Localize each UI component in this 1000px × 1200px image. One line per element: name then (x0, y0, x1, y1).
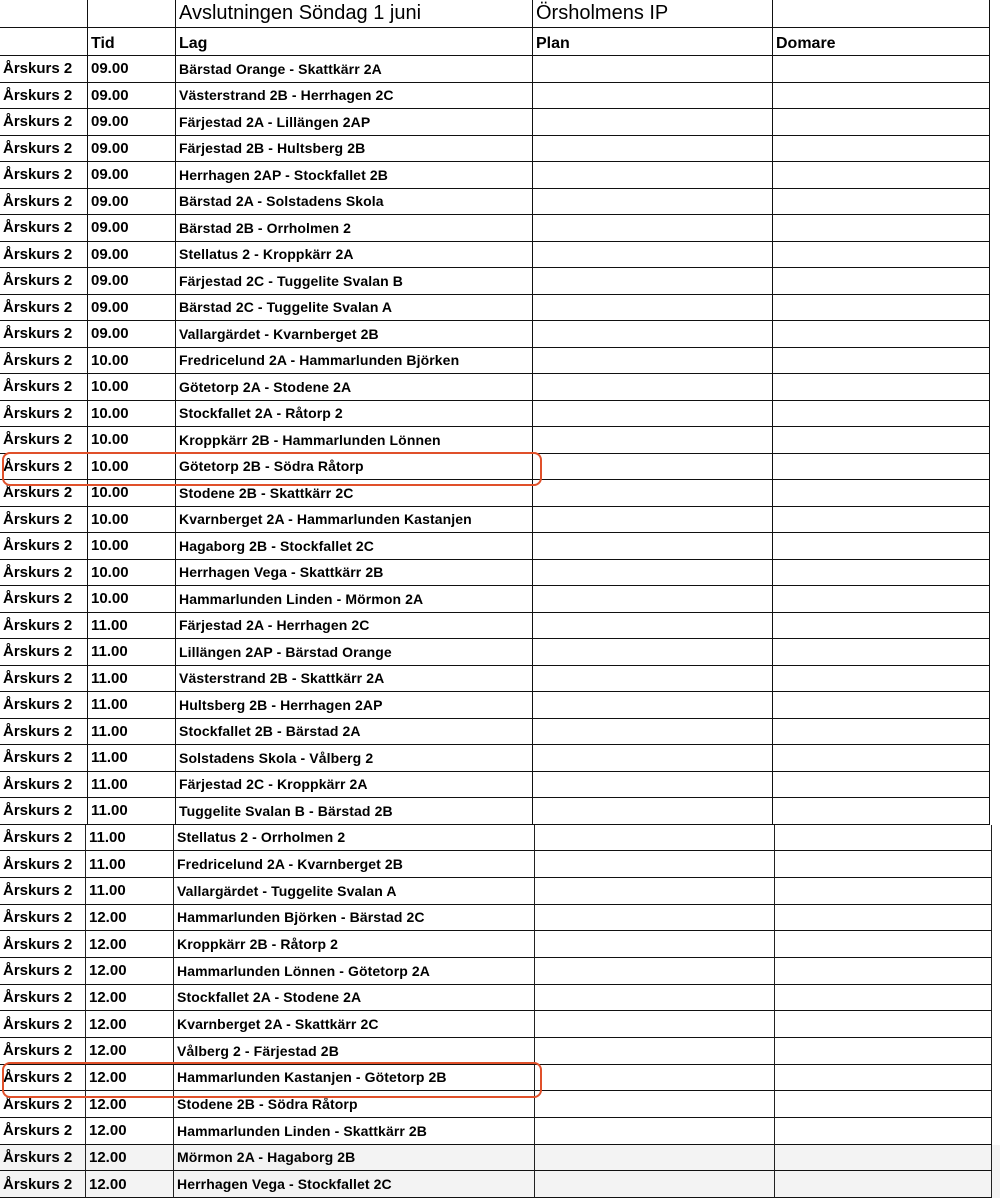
cell-domare[interactable] (773, 692, 990, 719)
cell-time[interactable]: 12.00 (86, 1118, 174, 1145)
event-title[interactable]: Avslutningen Söndag 1 juni (176, 0, 533, 28)
cell-time[interactable]: 11.00 (88, 798, 176, 825)
cell-time[interactable]: 09.00 (88, 242, 176, 269)
cell-time[interactable]: 10.00 (88, 374, 176, 401)
cell-lag[interactable]: Stodene 2B - Södra Råtorp (174, 1091, 535, 1118)
table-row (0, 772, 1000, 799)
table-row (0, 560, 1000, 587)
cell-plan[interactable] (533, 215, 773, 242)
cell-lag[interactable]: Hammarlunden Linden - Skattkärr 2B (174, 1118, 535, 1145)
cell-plan[interactable] (535, 878, 775, 905)
cell-time[interactable]: 11.00 (88, 745, 176, 772)
cell-grade[interactable]: Årskurs 2 (0, 480, 88, 507)
cell-grade[interactable]: Årskurs 2 (0, 958, 86, 985)
cell-domare[interactable] (773, 348, 990, 375)
cell-domare[interactable] (773, 507, 990, 534)
cell-domare[interactable] (775, 985, 992, 1012)
cell-lag[interactable]: Färjestad 2B - Hultsberg 2B (176, 136, 533, 163)
cell-time[interactable]: 10.00 (88, 427, 176, 454)
cell-lag[interactable]: Bärstad Orange - Skattkärr 2A (176, 56, 533, 83)
table-row (0, 295, 1000, 322)
header-time[interactable]: Tid (88, 28, 176, 56)
cell-time[interactable]: 11.00 (88, 639, 176, 666)
cell-time[interactable]: 09.00 (88, 136, 176, 163)
cell-plan[interactable] (533, 745, 773, 772)
cell-grade[interactable]: Årskurs 2 (0, 242, 88, 269)
table-row (0, 321, 1000, 348)
table-row (0, 268, 1000, 295)
cell-lag[interactable]: Stodene 2B - Skattkärr 2C (176, 480, 533, 507)
cell-plan[interactable] (533, 348, 773, 375)
cell-domare[interactable] (773, 533, 990, 560)
cell-lag[interactable]: Fredricelund 2A - Kvarnberget 2B (174, 851, 535, 878)
cell-plan[interactable] (533, 109, 773, 136)
table-row (0, 905, 1000, 932)
cell-domare[interactable] (773, 374, 990, 401)
cell-domare[interactable] (773, 136, 990, 163)
cell-plan[interactable] (533, 692, 773, 719)
cell-domare[interactable] (773, 215, 990, 242)
cell-plan[interactable] (535, 958, 775, 985)
cell-domare[interactable] (775, 851, 992, 878)
cell-grade[interactable]: Årskurs 2 (0, 825, 86, 852)
cell-grade[interactable]: Årskurs 2 (0, 109, 88, 136)
table-row (0, 1118, 1000, 1145)
cell-lag[interactable]: Götetorp 2B - Södra Råtorp (176, 454, 533, 481)
cell-time[interactable]: 10.00 (88, 480, 176, 507)
cell-grade[interactable]: Årskurs 2 (0, 851, 86, 878)
cell-time[interactable]: 11.00 (88, 719, 176, 746)
cell-lag[interactable]: Herrhagen Vega - Stockfallet 2C (174, 1171, 535, 1198)
cell-time[interactable]: 10.00 (88, 454, 176, 481)
cell-plan[interactable] (533, 56, 773, 83)
cell-grade[interactable]: Årskurs 2 (0, 56, 88, 83)
cell-time[interactable]: 09.00 (88, 215, 176, 242)
table-row (0, 507, 1000, 534)
table-row (0, 825, 1000, 852)
table-row (0, 1091, 1000, 1118)
cell-grade[interactable]: Årskurs 2 (0, 613, 88, 640)
cell-time[interactable]: 12.00 (86, 1038, 174, 1065)
cell-domare[interactable] (773, 321, 990, 348)
cell-time[interactable]: 11.00 (88, 692, 176, 719)
table-row (0, 1011, 1000, 1038)
cell-plan[interactable] (535, 1011, 775, 1038)
table-row (0, 162, 1000, 189)
cell-grade[interactable]: Årskurs 2 (0, 189, 88, 216)
cell-domare[interactable] (775, 878, 992, 905)
cell-plan[interactable] (535, 905, 775, 932)
cell-grade[interactable]: Årskurs 2 (0, 454, 88, 481)
cell-lag[interactable]: Bärstad 2C - Tuggelite Svalan A (176, 295, 533, 322)
cell-grade[interactable]: Årskurs 2 (0, 295, 88, 322)
table-row (0, 851, 1000, 878)
cell-lag[interactable]: Bärstad 2B - Orrholmen 2 (176, 215, 533, 242)
cell-plan[interactable] (535, 1145, 775, 1172)
cell-time[interactable]: 10.00 (88, 560, 176, 587)
cell-plan[interactable] (533, 427, 773, 454)
cell-domare[interactable] (773, 109, 990, 136)
cell-plan[interactable] (533, 480, 773, 507)
cell-plan[interactable] (533, 719, 773, 746)
cell-lag[interactable]: Vallargärdet - Tuggelite Svalan A (174, 878, 535, 905)
table-row (0, 109, 1000, 136)
cell-plan[interactable] (533, 83, 773, 110)
header-grade[interactable] (0, 28, 88, 56)
cell-plan[interactable] (533, 189, 773, 216)
cell-lag[interactable]: Solstadens Skola - Vålberg 2 (176, 745, 533, 772)
cell-lag[interactable]: Tuggelite Svalan B - Bärstad 2B (176, 798, 533, 825)
cell-lag[interactable]: Götetorp 2A - Stodene 2A (176, 374, 533, 401)
table-row (0, 215, 1000, 242)
cell-plan[interactable] (533, 374, 773, 401)
cell-lag[interactable]: Stellatus 2 - Orrholmen 2 (174, 825, 535, 852)
cell-domare[interactable] (775, 825, 992, 852)
cell-time[interactable]: 09.00 (88, 56, 176, 83)
cell-time[interactable]: 09.00 (88, 268, 176, 295)
cell-grade[interactable]: Årskurs 2 (0, 374, 88, 401)
title-blank-grade[interactable] (0, 0, 88, 28)
cell-lag[interactable]: Västerstrand 2B - Herrhagen 2C (176, 83, 533, 110)
cell-grade[interactable]: Årskurs 2 (0, 83, 88, 110)
cell-grade[interactable]: Årskurs 2 (0, 745, 88, 772)
cell-plan[interactable] (533, 454, 773, 481)
table-row (0, 586, 1000, 613)
cell-grade[interactable]: Årskurs 2 (0, 878, 86, 905)
title-blank-domare[interactable] (773, 0, 990, 28)
cell-grade[interactable]: Årskurs 2 (0, 401, 88, 428)
cell-lag[interactable]: Hultsberg 2B - Herrhagen 2AP (176, 692, 533, 719)
cell-plan[interactable] (535, 1118, 775, 1145)
table-row (0, 798, 1000, 825)
cell-time[interactable]: 09.00 (88, 83, 176, 110)
header-plan[interactable]: Plan (533, 28, 773, 56)
cell-lag[interactable]: Stockfallet 2B - Bärstad 2A (176, 719, 533, 746)
cell-grade[interactable]: Årskurs 2 (0, 692, 88, 719)
cell-lag[interactable]: Kvarnberget 2A - Skattkärr 2C (174, 1011, 535, 1038)
cell-time[interactable]: 10.00 (88, 401, 176, 428)
table-row (0, 985, 1000, 1012)
title-blank-time[interactable] (88, 0, 176, 28)
cell-plan[interactable] (535, 825, 775, 852)
cell-plan[interactable] (533, 268, 773, 295)
cell-grade[interactable]: Årskurs 2 (0, 507, 88, 534)
cell-domare[interactable] (775, 1065, 992, 1092)
cell-domare[interactable] (773, 560, 990, 587)
cell-time[interactable]: 12.00 (86, 931, 174, 958)
cell-time[interactable]: 12.00 (86, 1171, 174, 1198)
cell-time[interactable]: 09.00 (88, 321, 176, 348)
cell-domare[interactable] (773, 295, 990, 322)
cell-lag[interactable]: Lillängen 2AP - Bärstad Orange (176, 639, 533, 666)
cell-plan[interactable] (535, 1171, 775, 1198)
table-row (0, 480, 1000, 507)
cell-plan[interactable] (533, 242, 773, 269)
cell-time[interactable]: 11.00 (88, 666, 176, 693)
cell-lag[interactable]: Västerstrand 2B - Skattkärr 2A (176, 666, 533, 693)
cell-time[interactable]: 12.00 (86, 905, 174, 932)
table-row (0, 666, 1000, 693)
cell-lag[interactable]: Stockfallet 2A - Stodene 2A (174, 985, 535, 1012)
cell-grade[interactable]: Årskurs 2 (0, 1171, 86, 1198)
cell-domare[interactable] (775, 1118, 992, 1145)
cell-grade[interactable]: Årskurs 2 (0, 136, 88, 163)
cell-time[interactable]: 09.00 (88, 189, 176, 216)
cell-lag[interactable]: Herrhagen Vega - Skattkärr 2B (176, 560, 533, 587)
cell-plan[interactable] (535, 1091, 775, 1118)
cell-grade[interactable]: Årskurs 2 (0, 560, 88, 587)
cell-domare[interactable] (773, 162, 990, 189)
cell-lag[interactable]: Fredricelund 2A - Hammarlunden Björken (176, 348, 533, 375)
cell-grade[interactable]: Årskurs 2 (0, 772, 88, 799)
table-row (0, 427, 1000, 454)
cell-domare[interactable] (775, 1011, 992, 1038)
cell-plan[interactable] (533, 401, 773, 428)
cell-grade[interactable]: Årskurs 2 (0, 666, 88, 693)
cell-grade[interactable]: Årskurs 2 (0, 905, 86, 932)
cell-plan[interactable] (533, 560, 773, 587)
cell-grade[interactable]: Årskurs 2 (0, 1118, 86, 1145)
cell-domare[interactable] (773, 772, 990, 799)
cell-time[interactable]: 10.00 (88, 348, 176, 375)
cell-lag[interactable]: Färjestad 2C - Kroppkärr 2A (176, 772, 533, 799)
cell-plan[interactable] (533, 136, 773, 163)
table-row (0, 745, 1000, 772)
cell-grade[interactable]: Årskurs 2 (0, 215, 88, 242)
cell-grade[interactable]: Årskurs 2 (0, 348, 88, 375)
cell-grade[interactable]: Årskurs 2 (0, 931, 86, 958)
cell-lag[interactable]: Hammarlunden Kastanjen - Götetorp 2B (174, 1065, 535, 1092)
cell-domare[interactable] (775, 1091, 992, 1118)
cell-domare[interactable] (773, 719, 990, 746)
cell-domare[interactable] (773, 427, 990, 454)
cell-grade[interactable]: Årskurs 2 (0, 427, 88, 454)
cell-lag[interactable]: Hagaborg 2B - Stockfallet 2C (176, 533, 533, 560)
cell-plan[interactable] (535, 931, 775, 958)
cell-time[interactable]: 12.00 (86, 985, 174, 1012)
table-row (0, 533, 1000, 560)
table-row (0, 692, 1000, 719)
cell-time[interactable]: 12.00 (86, 958, 174, 985)
table-row (0, 1065, 1000, 1092)
cell-plan[interactable] (535, 851, 775, 878)
cell-domare[interactable] (773, 480, 990, 507)
cell-time[interactable]: 09.00 (88, 162, 176, 189)
cell-domare[interactable] (775, 1171, 992, 1198)
table-row (0, 719, 1000, 746)
cell-time[interactable]: 11.00 (86, 851, 174, 878)
table-row (0, 931, 1000, 958)
cell-domare[interactable] (773, 613, 990, 640)
cell-lag[interactable]: Stockfallet 2A - Råtorp 2 (176, 401, 533, 428)
table-row (0, 83, 1000, 110)
cell-domare[interactable] (775, 1038, 992, 1065)
header-domare[interactable]: Domare (773, 28, 990, 56)
cell-domare[interactable] (773, 586, 990, 613)
cell-lag[interactable]: Bärstad 2A - Solstadens Skola (176, 189, 533, 216)
cell-time[interactable]: 11.00 (88, 772, 176, 799)
cell-grade[interactable]: Årskurs 2 (0, 268, 88, 295)
cell-plan[interactable] (533, 798, 773, 825)
cell-plan[interactable] (533, 162, 773, 189)
header-lag[interactable]: Lag (176, 28, 533, 56)
cell-grade[interactable]: Årskurs 2 (0, 1065, 86, 1092)
cell-grade[interactable]: Årskurs 2 (0, 162, 88, 189)
cell-grade[interactable]: Årskurs 2 (0, 321, 88, 348)
cell-plan[interactable] (533, 507, 773, 534)
cell-lag[interactable]: Hammarlunden Linden - Mörmon 2A (176, 586, 533, 613)
cell-domare[interactable] (773, 666, 990, 693)
cell-lag[interactable]: Vallargärdet - Kvarnberget 2B (176, 321, 533, 348)
header-row (0, 28, 1000, 56)
cell-domare[interactable] (773, 454, 990, 481)
cell-grade[interactable]: Årskurs 2 (0, 798, 88, 825)
table-row (0, 878, 1000, 905)
cell-time[interactable]: 10.00 (88, 533, 176, 560)
cell-plan[interactable] (535, 985, 775, 1012)
table-row (0, 136, 1000, 163)
title-row (0, 0, 1000, 28)
cell-domare[interactable] (773, 745, 990, 772)
cell-lag[interactable]: Kroppkärr 2B - Hammarlunden Lönnen (176, 427, 533, 454)
cell-lag[interactable]: Herrhagen 2AP - Stockfallet 2B (176, 162, 533, 189)
cell-plan[interactable] (533, 533, 773, 560)
table-row (0, 958, 1000, 985)
cell-grade[interactable]: Årskurs 2 (0, 586, 88, 613)
table-row (0, 613, 1000, 640)
cell-plan[interactable] (533, 613, 773, 640)
cell-lag[interactable]: Vålberg 2 - Färjestad 2B (174, 1038, 535, 1065)
cell-lag[interactable]: Mörmon 2A - Hagaborg 2B (174, 1145, 535, 1172)
table-row (0, 56, 1000, 83)
cell-grade[interactable]: Årskurs 2 (0, 1011, 86, 1038)
cell-time[interactable]: 12.00 (86, 1011, 174, 1038)
cell-time[interactable]: 09.00 (88, 295, 176, 322)
cell-grade[interactable]: Årskurs 2 (0, 1145, 86, 1172)
cell-domare[interactable] (773, 639, 990, 666)
cell-lag[interactable]: Färjestad 2A - Herrhagen 2C (176, 613, 533, 640)
table-row (0, 1145, 1000, 1172)
cell-grade[interactable]: Årskurs 2 (0, 533, 88, 560)
venue-title[interactable]: Örsholmens IP (533, 0, 773, 28)
cell-domare[interactable] (775, 1145, 992, 1172)
table-row (0, 348, 1000, 375)
cell-lag[interactable]: Hammarlunden Björken - Bärstad 2C (174, 905, 535, 932)
table-row (0, 1171, 1000, 1198)
cell-domare[interactable] (773, 83, 990, 110)
cell-domare[interactable] (773, 189, 990, 216)
table-row (0, 242, 1000, 269)
cell-time[interactable]: 12.00 (86, 1145, 174, 1172)
table-row (0, 639, 1000, 666)
cell-plan[interactable] (533, 295, 773, 322)
cell-time[interactable]: 11.00 (88, 613, 176, 640)
cell-grade[interactable]: Årskurs 2 (0, 1038, 86, 1065)
cell-domare[interactable] (773, 798, 990, 825)
cell-lag[interactable]: Stellatus 2 - Kroppkärr 2A (176, 242, 533, 269)
cell-time[interactable]: 11.00 (86, 825, 174, 852)
cell-time[interactable]: 11.00 (86, 878, 174, 905)
cell-domare[interactable] (773, 401, 990, 428)
cell-plan[interactable] (533, 666, 773, 693)
cell-plan[interactable] (533, 639, 773, 666)
cell-time[interactable]: 12.00 (86, 1065, 174, 1092)
cell-grade[interactable]: Årskurs 2 (0, 985, 86, 1012)
cell-lag[interactable]: Kroppkärr 2B - Råtorp 2 (174, 931, 535, 958)
table-row (0, 454, 1000, 481)
cell-domare[interactable] (775, 958, 992, 985)
cell-time[interactable]: 10.00 (88, 586, 176, 613)
table-row (0, 374, 1000, 401)
cell-plan[interactable] (533, 586, 773, 613)
table-row (0, 1038, 1000, 1065)
cell-domare[interactable] (775, 905, 992, 932)
cell-domare[interactable] (773, 242, 990, 269)
cell-grade[interactable]: Årskurs 2 (0, 1091, 86, 1118)
cell-plan[interactable] (535, 1038, 775, 1065)
cell-lag[interactable]: Färjestad 2C - Tuggelite Svalan B (176, 268, 533, 295)
cell-domare[interactable] (773, 56, 990, 83)
cell-time[interactable]: 10.00 (88, 507, 176, 534)
cell-lag[interactable]: Färjestad 2A - Lillängen 2AP (176, 109, 533, 136)
cell-domare[interactable] (775, 931, 992, 958)
cell-lag[interactable]: Kvarnberget 2A - Hammarlunden Kastanjen (176, 507, 533, 534)
cell-time[interactable]: 09.00 (88, 109, 176, 136)
table-row (0, 401, 1000, 428)
cell-plan[interactable] (533, 321, 773, 348)
cell-lag[interactable]: Hammarlunden Lönnen - Götetorp 2A (174, 958, 535, 985)
cell-grade[interactable]: Årskurs 2 (0, 639, 88, 666)
cell-time[interactable]: 12.00 (86, 1091, 174, 1118)
table-row (0, 189, 1000, 216)
cell-plan[interactable] (535, 1065, 775, 1092)
cell-plan[interactable] (533, 772, 773, 799)
cell-grade[interactable]: Årskurs 2 (0, 719, 88, 746)
cell-domare[interactable] (773, 268, 990, 295)
